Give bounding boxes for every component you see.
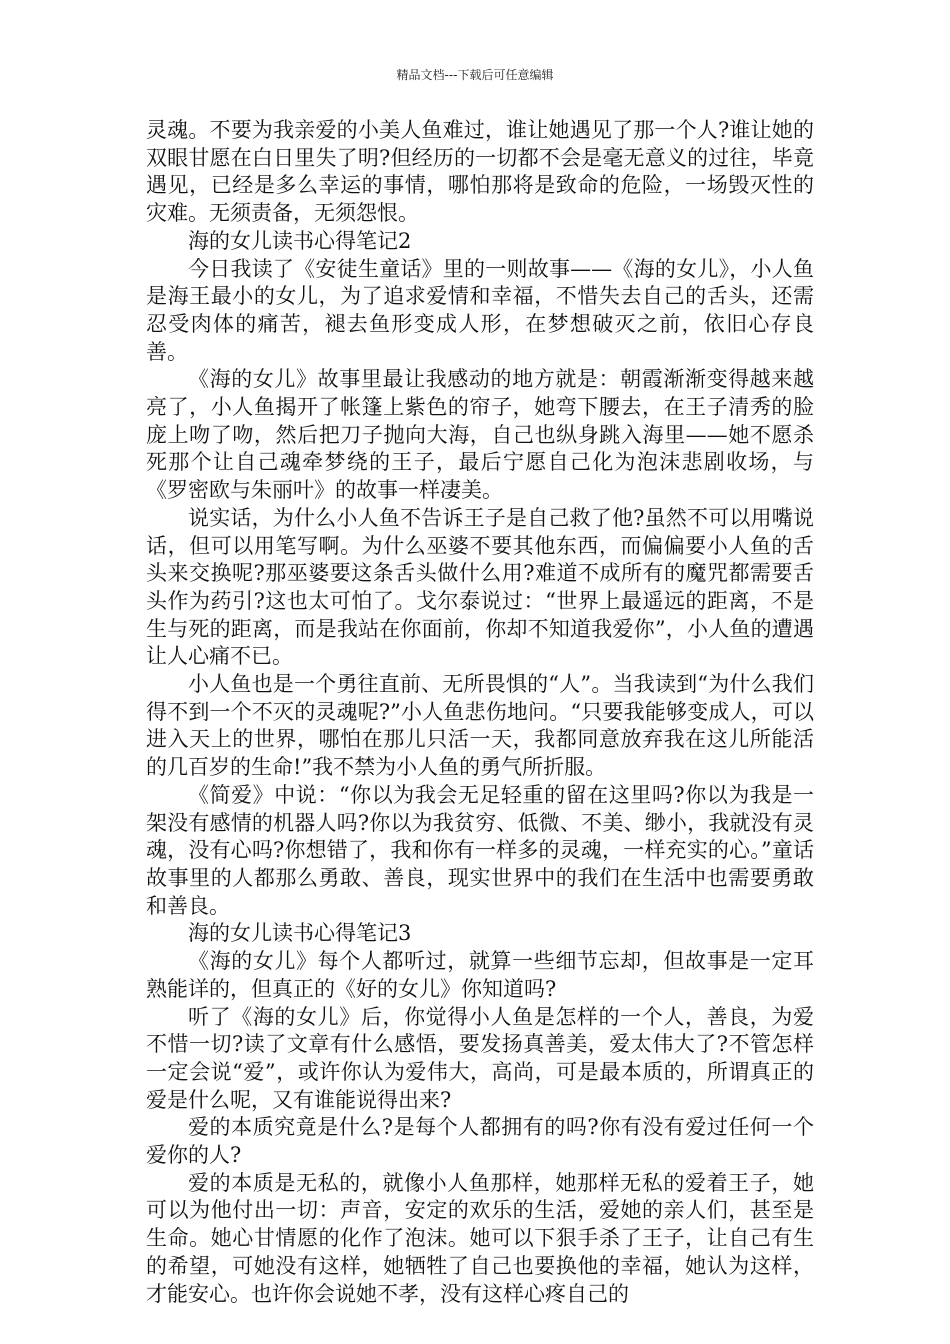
paragraph-8: 听了《海的女儿》后，你觉得小人鱼是怎样的一个人，善良，为爱不惜一切?读了文章有什么感悟，要发扬真善美，爱太伟大了?不管怎样一定会说“爱”，或许你认为爱伟大，高尚，可是最本质的，所谓真正的爱是什么呢，又有谁能说得出来? — [146, 1004, 814, 1112]
page-header: 精品文档---下载后可任意编辑 — [396, 68, 554, 82]
paragraph-6: 《简爱》中说：“你以为我会无足轻重的留在这里吗?你以为我是一架没有感情的机器人吗?你以为我贫穷、低微、不美、缈小，我就没有灵魂，没有心吗?你想错了，我和你有一样多的灵魂，一样充实的心。”童话故事里的人都那么勇敢、善良，现实世界中的我们在生活中也需要勇敢和善良。 — [146, 782, 814, 918]
paragraph-2: 今日我读了《安徒生童话》里的一则故事——《海的女儿》，小人鱼是海王最小的女儿，为了追求爱情和幸福，不惜失去自己的舌头，还需忍受肉体的痛苦，褪去鱼形变成人形，在梦想破灭之前，依旧心存良善。 — [146, 256, 814, 364]
paragraph-4: 说实话，为什么小人鱼不告诉王子是自己救了他?虽然不可以用嘴说话，但可以用笔写啊。为什么巫婆不要其他东西，而偏偏要小人鱼的舌头来交换呢?那巫婆要这条舌头做什么用?难道不成所有的魔咒都需要舌头作为药引?这也太可怕了。戈尔泰说过：“世界上最遥远的距离，不是生与死的距离，而是我站在你面前，你却不知道我爱你”，小人鱼的遭遇让人心痛不已。 — [146, 505, 814, 669]
paragraph-1: 灵魂。不要为我亲爱的小美人鱼难过，谁让她遇见了那一个人?谁让她的双眼甘愿在白日里失了明?但经历的一切都不会是毫无意义的过往，毕竟遇见，已经是多么幸运的事情，哪怕那将是致命的危险，一场毁灭性的灾难。无须责备，无须怨恨。 — [146, 118, 814, 226]
paragraph-10: 爱的本质是无私的，就像小人鱼那样，她那样无私的爱着王子，她可以为他付出一切：声音，安定的欢乐的生活，爱她的亲人们，甚至是生命。她心甘情愿的化作了泡沫。她可以下狠手杀了王子，让自己有生的希望，可她没有这样，她牺牲了自己也要换他的幸福，她认为这样，才能安心。也许你会说她不孝，没有这样心疼自己的 — [146, 1170, 814, 1306]
section-heading-3: 海的女儿读书心得笔记3 — [188, 921, 412, 946]
document-body — [146, 117, 814, 1308]
paragraph-9: 爱的本质究竟是什么?是每个人都拥有的吗?你有没有爱过任何一个爱你的人? — [146, 1115, 814, 1168]
paragraph-3: 《海的女儿》故事里最让我感动的地方就是：朝霞渐渐变得越来越亮了，小人鱼揭开了帐篷上紫色的帘子，她弯下腰去，在王子清秀的脸庞上吻了吻，然后把刀子抛向大海，自己也纵身跳入海里——她不愿杀死那个让自己魂牵梦绕的王子，最后宁愿自己化为泡沫悲剧收场，与《罗密欧与朱丽叶》的故事一样凄美。 — [146, 367, 814, 503]
paragraph-7: 《海的女儿》每个人都听过，就算一些细节忘却，但故事是一定耳熟能详的，但真正的《好的女儿》你知道吗? — [146, 949, 814, 1001]
section-heading-2: 海的女儿读书心得笔记2 — [188, 228, 412, 253]
paragraph-5: 小人鱼也是一个勇往直前、无所畏惧的“人”。当我读到“为什么我们得不到一个不灭的灵魂呢?”小人鱼悲伤地问。“只要我能够变成人，可以进入天上的世界，哪怕在那儿只活一天，我都同意放弃我在这儿所能活的几百岁的生命!”我不禁为小人鱼的勇气所折服。 — [146, 672, 814, 780]
